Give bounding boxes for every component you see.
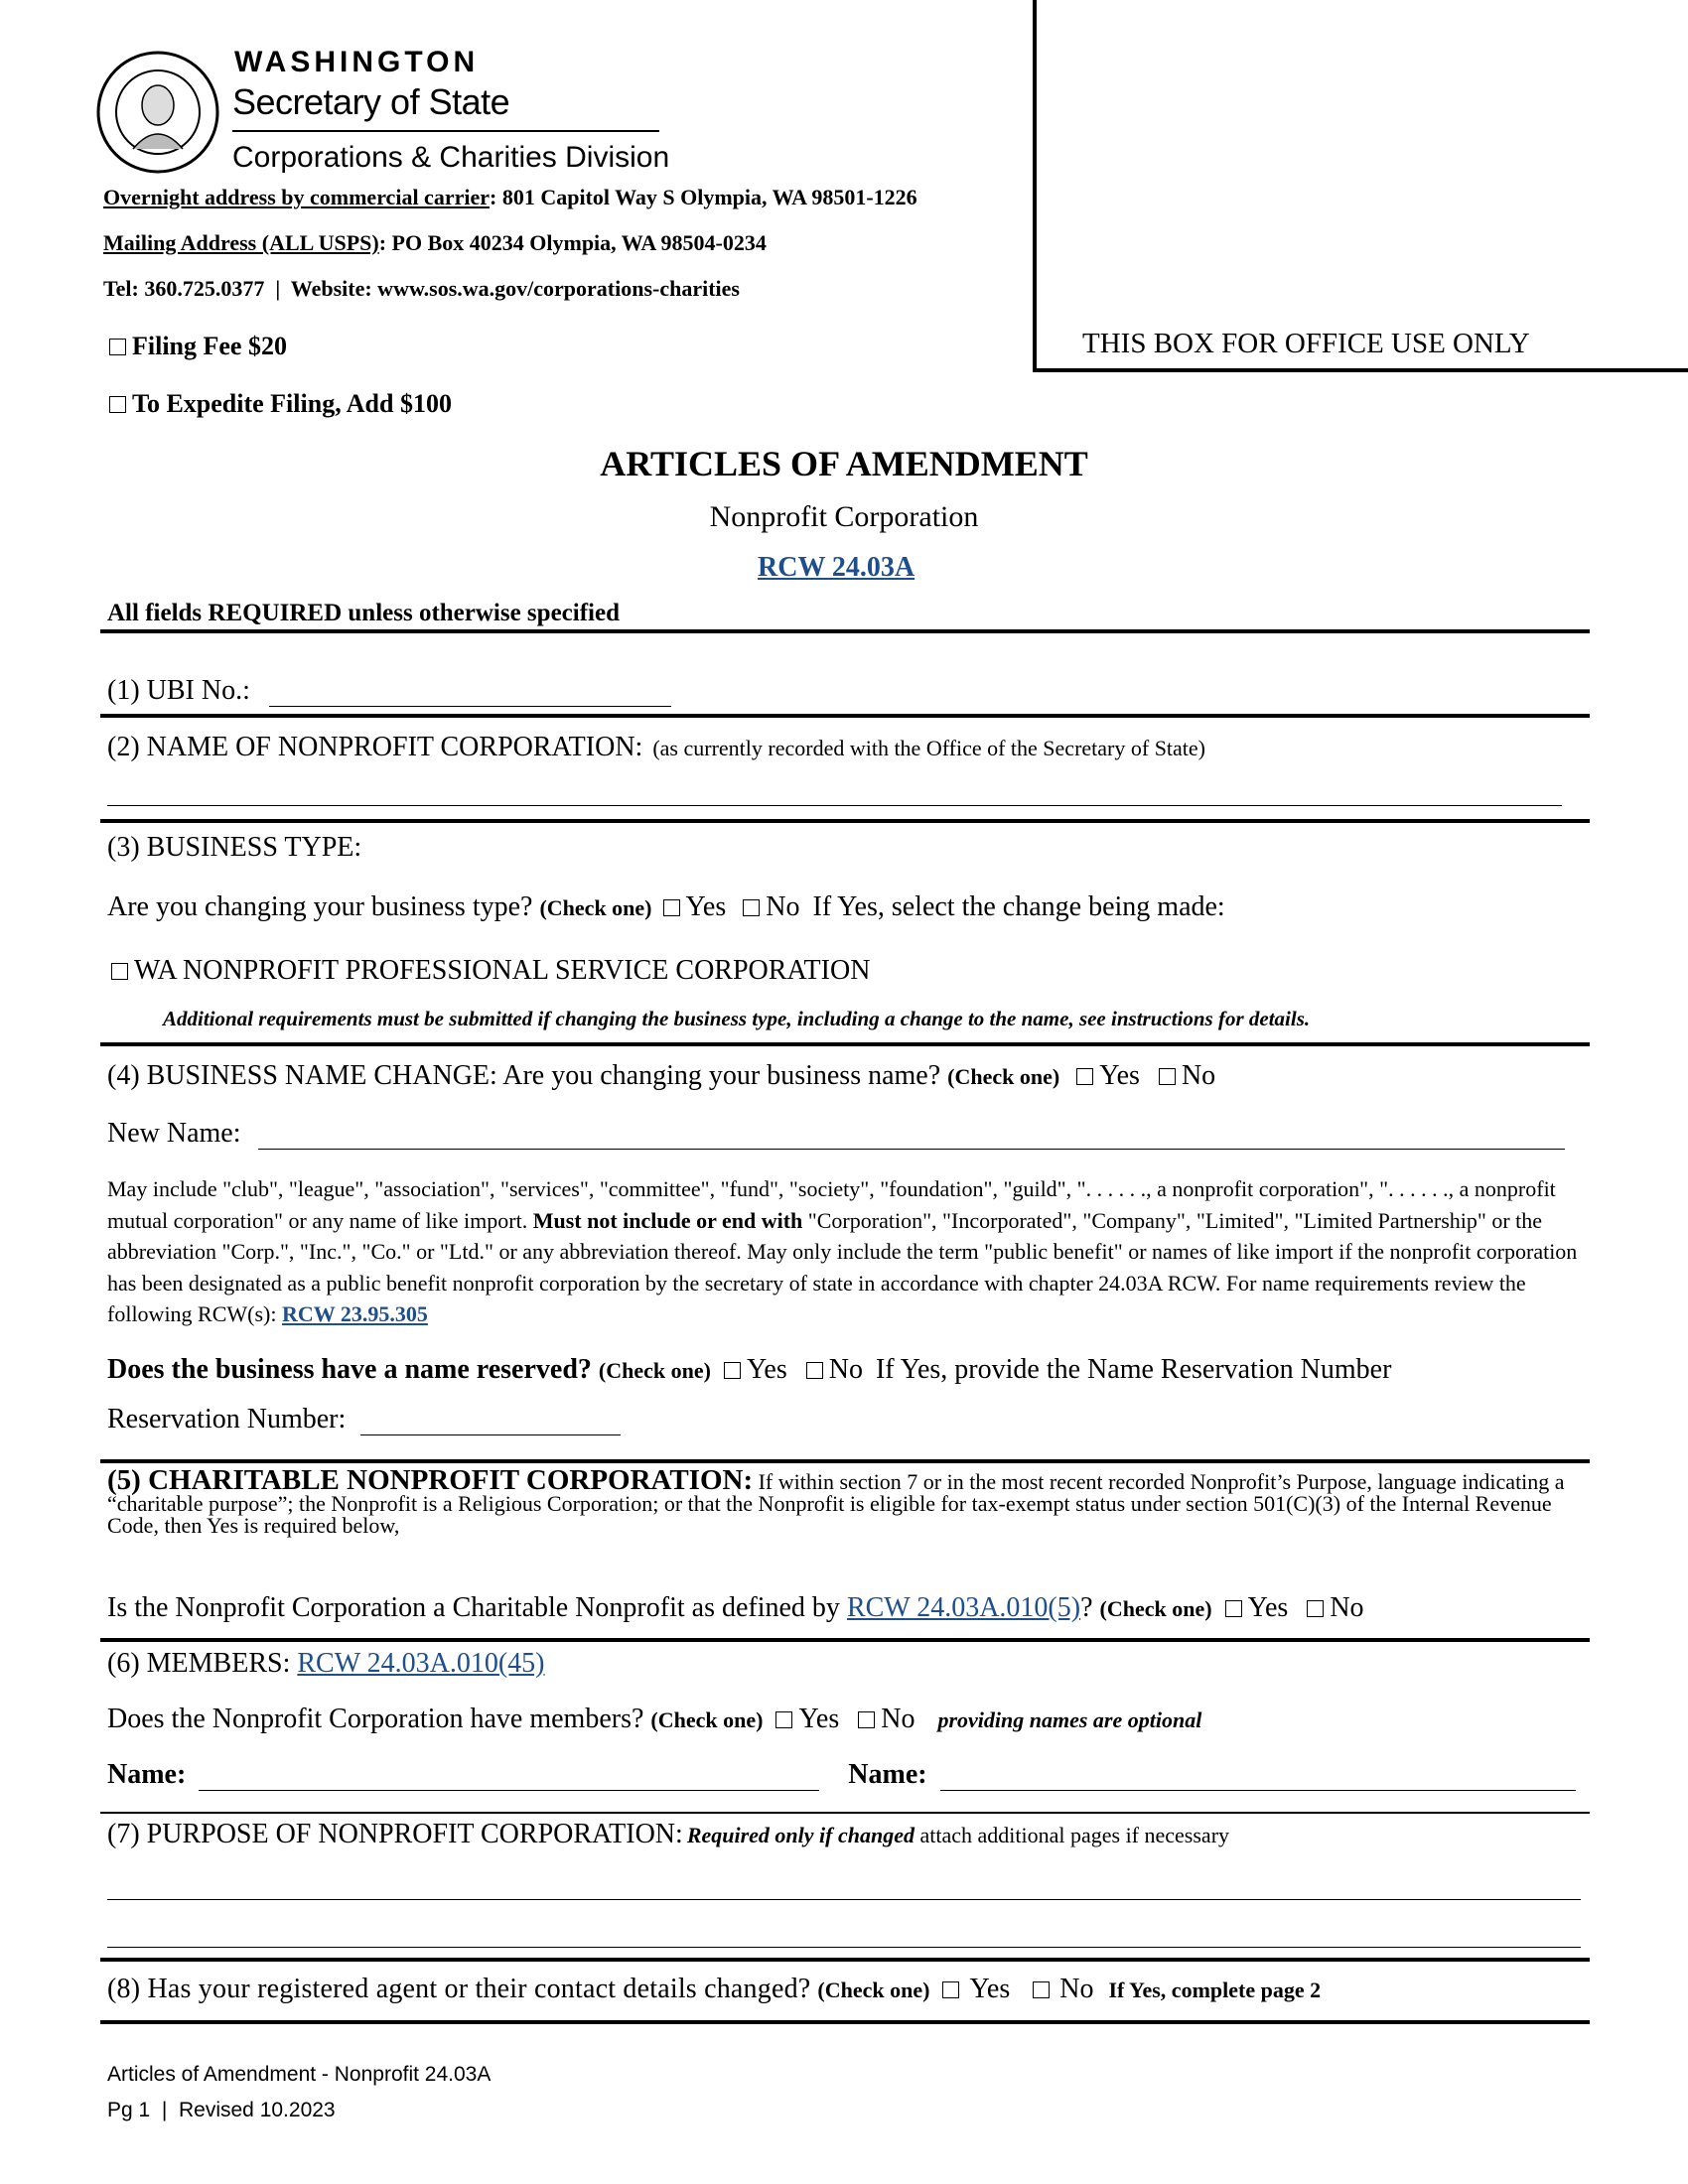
name-label: (2) NAME OF NONPROFIT CORPORATION: (107, 732, 643, 762)
yes-label: Yes (969, 1974, 1011, 2004)
divider (100, 629, 1590, 633)
business-type-question: Are you changing your business type? (107, 891, 533, 922)
new-name-label: New Name: (107, 1118, 241, 1149)
business-type-note: Additional requirements must be submitted if changing the business type, including a change to the name, see instructions for details. (163, 1007, 1311, 1030)
check-one-note: (Check one) (650, 1707, 764, 1732)
check-one-note: (Check one) (598, 1358, 711, 1383)
name-note: (as currently recorded with the Office of the Secretary of State) (652, 736, 1206, 760)
members-header (107, 1648, 545, 1680)
overnight-address (103, 185, 917, 210)
required-note: All fields REQUIRED unless otherwise specified (107, 600, 620, 626)
business-type-yes-checkbox[interactable] (663, 899, 680, 916)
name-requirements-bold: Must not include or end with (532, 1207, 803, 1233)
yes-label: Yes (746, 1354, 787, 1385)
mailing-value: : PO Box 40234 Olympia, WA 98504-0234 (378, 230, 767, 255)
no-label: No (1181, 1060, 1216, 1091)
name-requirements-text-a: May include "club", "league", "association", "services", "committee", "fund", "society", "foundation", "guild", ". . . . . ., a nonprofit corporation", ". . . . . ., a nonprofit mutual corporation" or any name of like import. (107, 1176, 1556, 1233)
purpose-required-note: Required only if changed (686, 1823, 914, 1847)
name-change-label: (4) BUSINESS NAME CHANGE: (107, 1060, 497, 1091)
charitable-label: (5) CHARITABLE NONPROFIT CORPORATION: (107, 1464, 754, 1496)
registered-agent-question: (8) Has your registered agent or their contact details changed? (107, 1974, 811, 2004)
purpose-input-line-1[interactable] (107, 1878, 1581, 1900)
filing-fee (105, 332, 287, 361)
header-divider (232, 130, 659, 132)
members-no-checkbox[interactable] (858, 1711, 875, 1728)
member-name-row (107, 1759, 1576, 1791)
members-label: (6) MEMBERS: (107, 1648, 291, 1679)
name-section (107, 732, 1205, 763)
footer-form-name: Articles of Amendment - Nonprofit 24.03A (107, 2063, 492, 2086)
no-label: No (1330, 1592, 1364, 1623)
mailing-label: Mailing Address (ALL USPS) (103, 230, 379, 255)
name-change-question: Are you changing your business name? (502, 1060, 941, 1091)
page-subtitle: Nonprofit Corporation (709, 500, 979, 533)
divider (100, 819, 1590, 823)
expedite-fee (105, 389, 452, 419)
divider (100, 1638, 1590, 1642)
ubi-label: (1) UBI No.: (107, 675, 250, 706)
name-requirements-paragraph (107, 1173, 1587, 1330)
reservation-number-row (107, 1404, 621, 1435)
members-question-row (107, 1704, 1201, 1735)
members-yes-checkbox[interactable] (775, 1711, 792, 1728)
name-change-row (107, 1060, 1215, 1092)
name-requirements-text-b: "Corporation", "Incorporated", "Company", "Limited", "Limited Partnership" or the abbreviation "Corp.", "Inc.", "Co." or "Ltd." or any abbreviation thereof. May only include the term "public benefit" or names of like import if the nonprofit corporation has been designated as a public benefit nonprofit corporation by the secretary of state in accordance with chapter 24.03A RCW. For name requirements review the following RCW(s): (107, 1207, 1578, 1326)
name-change-no-checkbox[interactable] (1159, 1068, 1176, 1085)
business-type-question-row (107, 891, 1225, 923)
divider (100, 2020, 1590, 2024)
name-reserved-question: Does the business have a name reserved? (107, 1354, 592, 1385)
name-reserved-no-checkbox[interactable] (806, 1362, 823, 1379)
purpose-attach-note: attach additional pages if necessary (914, 1823, 1230, 1847)
overnight-label: Overnight address by commercial carrier (103, 185, 490, 209)
if-yes-note: If Yes, select the change being made: (812, 891, 1225, 922)
office-use-label: THIS BOX FOR OFFICE USE ONLY (1082, 328, 1530, 359)
check-one-note: (Check one) (1099, 1596, 1212, 1621)
footer-page-info: Pg 1 | Revised 10.2023 (107, 2099, 336, 2121)
name-reserved-yes-checkbox[interactable] (724, 1362, 741, 1379)
members-question: Does the Nonprofit Corporation have members? (107, 1704, 644, 1734)
filing-fee-label: Filing Fee $20 (132, 332, 287, 360)
business-type-label: (3) BUSINESS TYPE: (107, 832, 362, 863)
name-reserved-row (107, 1354, 1391, 1386)
charitable-question: Is the Nonprofit Corporation a Charitable Nonprofit as defined by (107, 1592, 840, 1623)
charitable-qmark: ? (1080, 1592, 1093, 1623)
professional-service-label: WA NONPROFIT PROFESSIONAL SERVICE CORPORATION (134, 955, 871, 986)
no-label: No (1059, 1974, 1094, 2004)
filing-fee-checkbox[interactable] (109, 339, 126, 355)
no-label: No (828, 1354, 863, 1385)
name-input[interactable] (107, 784, 1562, 806)
new-name-input[interactable] (258, 1128, 1565, 1150)
purpose-input-line-2[interactable] (107, 1926, 1581, 1948)
page-title: ARTICLES OF AMENDMENT (600, 444, 1088, 483)
name-reserved-if-yes: If Yes, provide the Name Reservation Number (875, 1354, 1392, 1385)
no-label: No (766, 891, 800, 922)
rcw-23-95-305-link[interactable]: RCW 23.95.305 (282, 1301, 428, 1326)
member-name-input-2[interactable] (940, 1769, 1576, 1791)
divider (100, 1958, 1590, 1962)
divider (100, 1459, 1590, 1463)
rcw-24-03a-010-5-link[interactable]: RCW 24.03A.010(5) (846, 1592, 1081, 1623)
check-one-note: (Check one) (539, 895, 652, 920)
member-name-label-1: Name: (107, 1759, 187, 1790)
registered-agent-row (107, 1974, 1321, 2005)
header-state: WASHINGTON (234, 46, 480, 78)
member-name-label-2: Name: (848, 1759, 927, 1790)
ubi-input[interactable] (269, 685, 671, 707)
registered-agent-if-yes: If Yes, complete page 2 (1108, 1978, 1322, 2002)
charitable-question-row (107, 1592, 1364, 1624)
professional-service-option (107, 955, 870, 987)
charitable-section (107, 1464, 1587, 1538)
overnight-value: : 801 Capitol Way S Olympia, WA 98501-1226 (490, 185, 917, 209)
member-name-input-1[interactable] (199, 1769, 819, 1791)
header-division: Corporations & Charities Division (232, 141, 670, 174)
expedite-fee-checkbox[interactable] (109, 396, 126, 413)
name-change-yes-checkbox[interactable] (1076, 1068, 1093, 1085)
office-use-box (1033, 0, 1688, 372)
divider (100, 1812, 1590, 1814)
rcw-24-03a-010-45-link[interactable]: RCW 24.03A.010(45) (297, 1648, 545, 1679)
header-office: Secretary of State (232, 81, 510, 122)
yes-label: Yes (685, 891, 727, 922)
charitable-description: If within section 7 or in the most recent recorded Nonprofit’s Purpose, language indicating a “charitable purpose”; the Nonprofit is a Religious Corporation; or that the Nonprofit is eligible for tax-exempt status under section 501(C)(3) of the Internal Revenue Code, then Yes is required below, (107, 1469, 1565, 1538)
mailing-address (103, 230, 767, 256)
purpose-label: (7) PURPOSE OF NONPROFIT CORPORATION: (107, 1819, 683, 1849)
registered-agent-yes-checkbox[interactable] (942, 1981, 959, 1998)
check-one-note: (Check one) (947, 1064, 1060, 1089)
business-type-no-checkbox[interactable] (743, 899, 760, 916)
contact-line: Tel: 360.725.0377 | Website: www.sos.wa.gov/corporations-charities (103, 276, 740, 301)
reservation-number-label: Reservation Number: (107, 1404, 347, 1434)
registered-agent-no-checkbox[interactable] (1033, 1981, 1050, 1998)
check-one-note: (Check one) (817, 1978, 930, 2002)
expedite-fee-label: To Expedite Filing, Add $100 (132, 389, 452, 418)
divider (100, 1042, 1590, 1046)
rcw-link[interactable]: RCW 24.03A (758, 552, 915, 583)
reservation-number-input[interactable] (360, 1414, 621, 1435)
new-name-row (107, 1118, 1565, 1150)
state-seal (95, 50, 220, 175)
purpose-section (107, 1819, 1229, 1850)
yes-label: Yes (1247, 1592, 1289, 1623)
ubi-row (107, 675, 671, 707)
charitable-no-checkbox[interactable] (1307, 1600, 1324, 1617)
charitable-yes-checkbox[interactable] (1225, 1600, 1242, 1617)
members-optional-note: providing names are optional (937, 1707, 1202, 1732)
yes-label: Yes (798, 1704, 840, 1734)
no-label: No (881, 1704, 915, 1734)
divider (100, 714, 1590, 718)
professional-service-checkbox[interactable] (111, 963, 128, 980)
yes-label: Yes (1099, 1060, 1140, 1091)
